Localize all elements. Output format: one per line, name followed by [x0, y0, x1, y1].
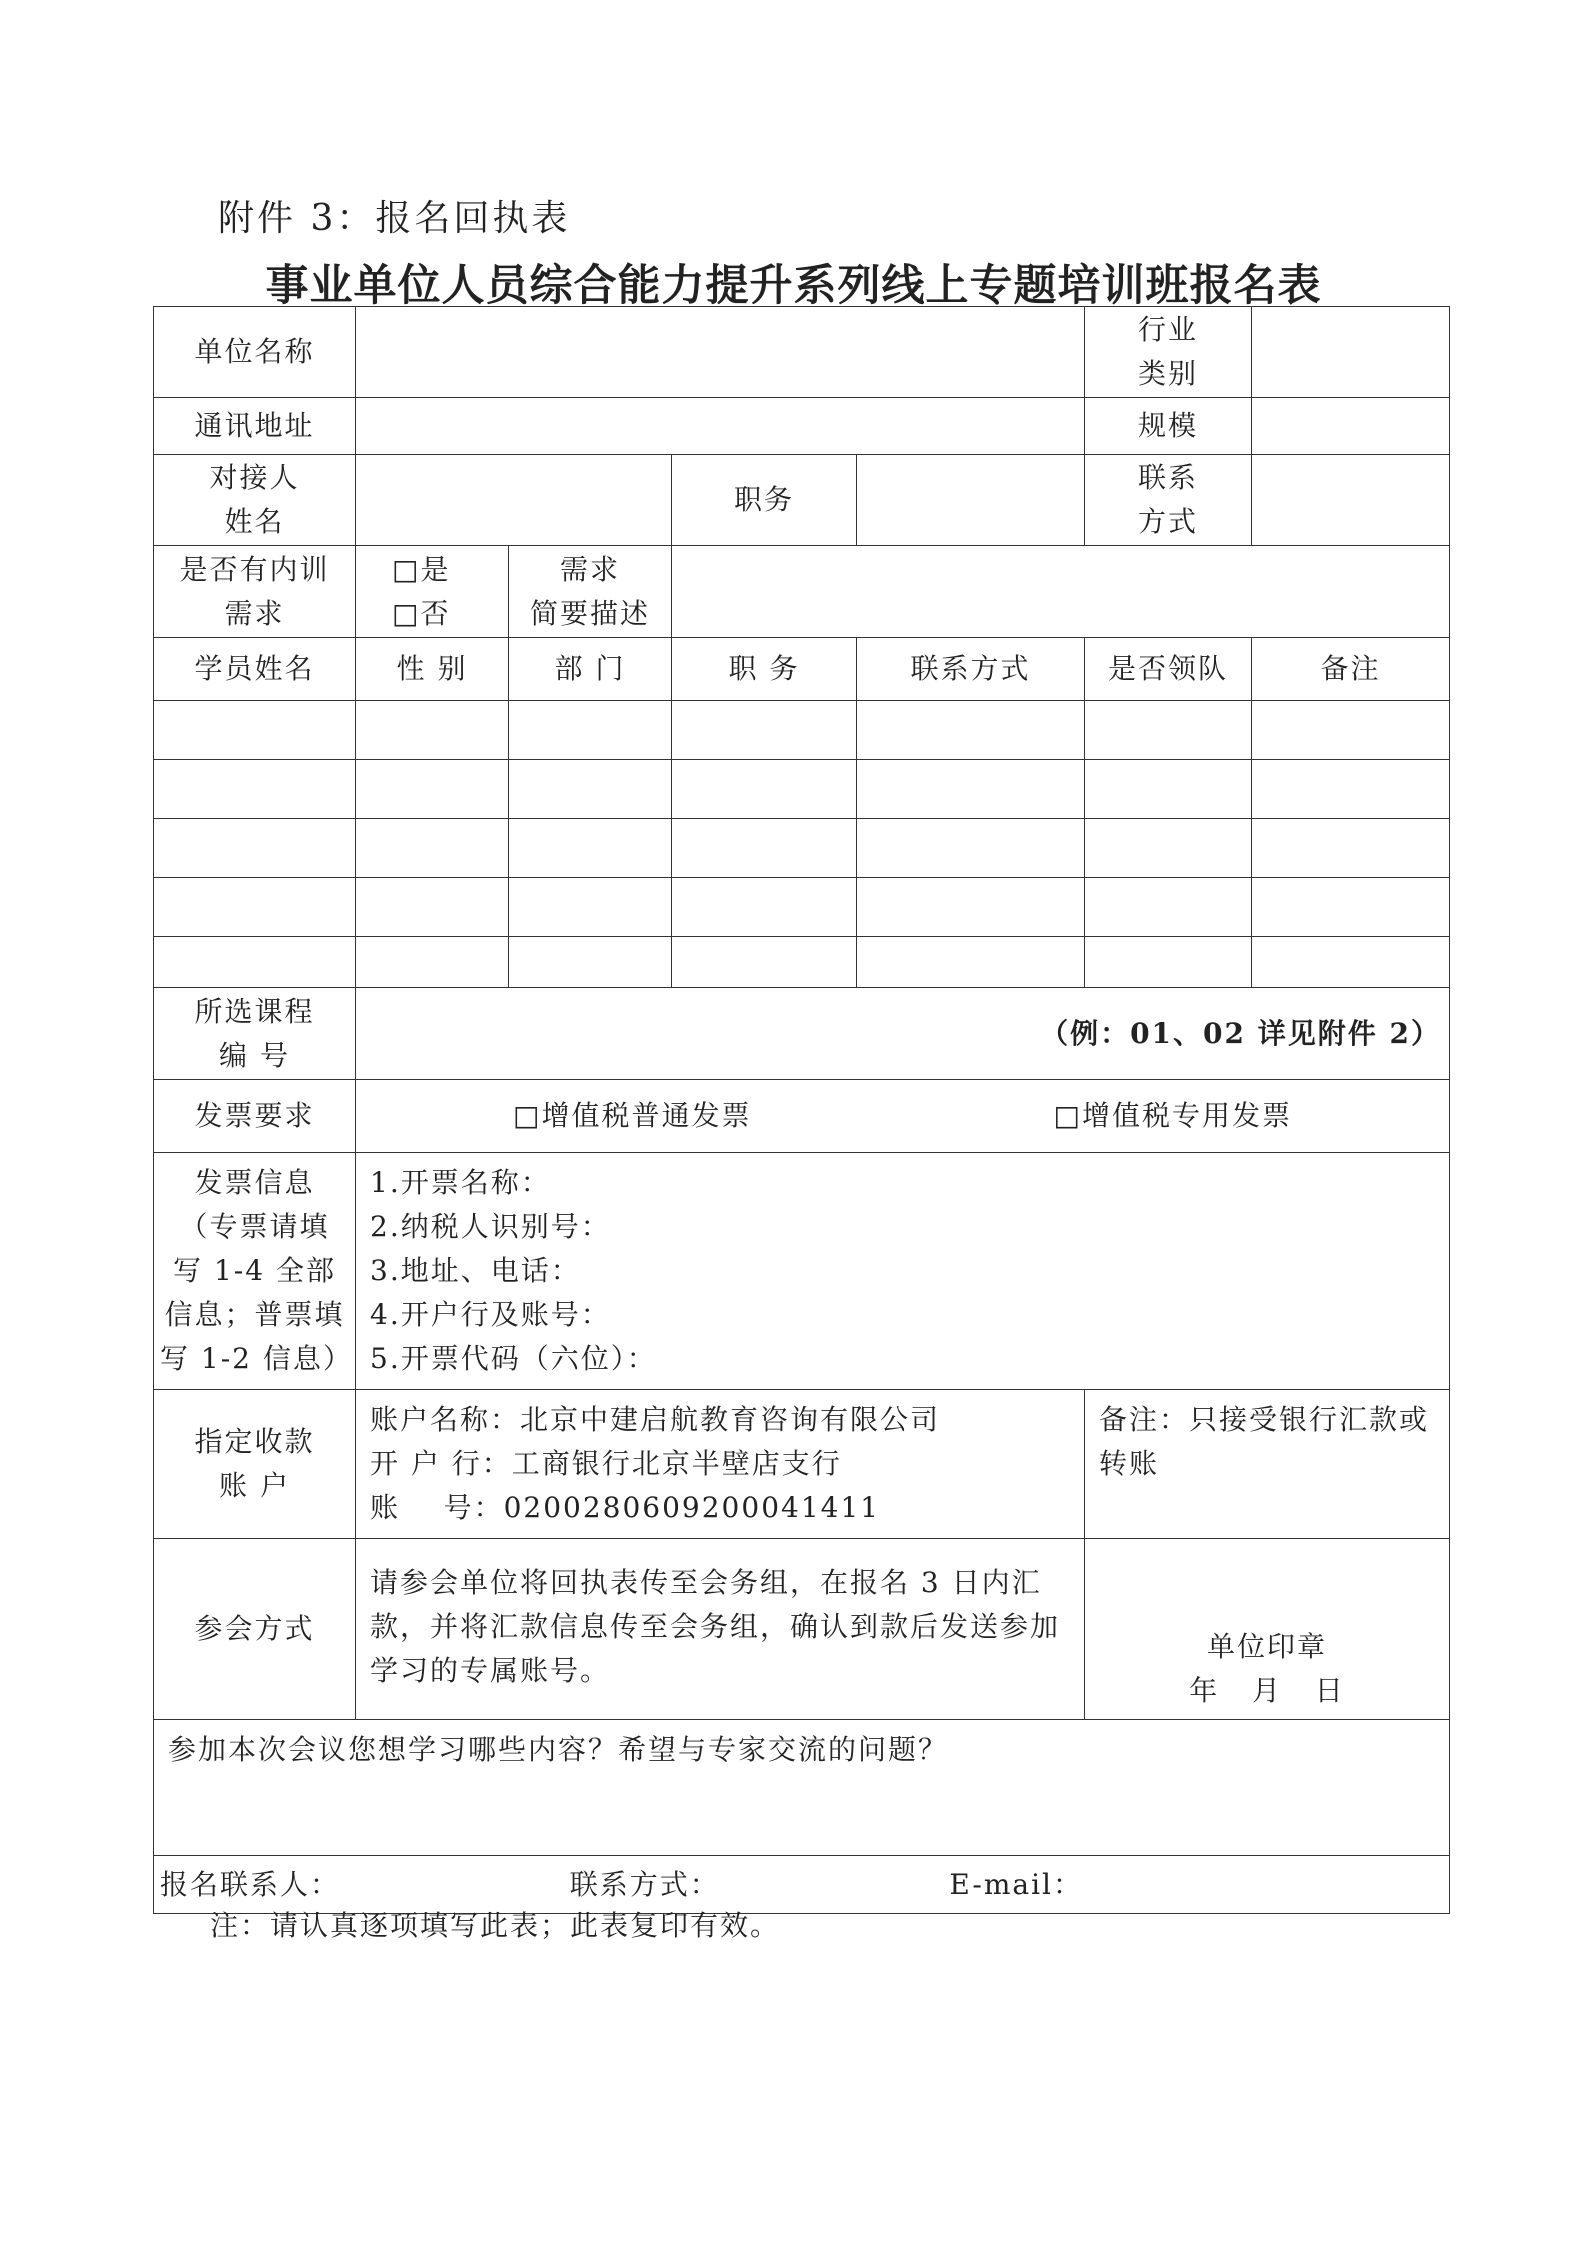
- footnote: 注：请认真逐项填写此表；此表复印有效。: [210, 1909, 781, 1942]
- attendance-row: [154, 1539, 1450, 1720]
- courses-row: [154, 988, 1450, 1080]
- participant-cell[interactable]: [509, 878, 672, 937]
- header-remarks: 备注: [1252, 638, 1450, 701]
- invoice-line: 1.开票名称：: [370, 1166, 551, 1199]
- participant-cell[interactable]: [154, 878, 356, 937]
- participant-cell[interactable]: [672, 701, 857, 760]
- participant-cell[interactable]: [154, 760, 356, 819]
- participant-row: [154, 760, 1450, 819]
- contact-row: [154, 455, 1450, 546]
- unit-name-field[interactable]: [356, 307, 1085, 398]
- industry-label: 行业 类别: [1085, 307, 1252, 398]
- invoice-options: [356, 1080, 1450, 1153]
- unit-seal-label: 单位印章: [1206, 1630, 1327, 1663]
- invoice-requirement-row: [154, 1080, 1450, 1153]
- question-field[interactable]: 参加本次会议您想学习哪些内容？希望与专家交流的问题？: [154, 1720, 1450, 1856]
- participant-row: [154, 878, 1450, 937]
- registration-form-table: [153, 306, 1450, 1914]
- address-row: [154, 398, 1450, 455]
- participant-row: [154, 701, 1450, 760]
- participant-cell[interactable]: [672, 819, 857, 878]
- participant-cell[interactable]: [356, 819, 509, 878]
- header-phone: 联系方式: [857, 638, 1085, 701]
- scale-label: 规模: [1085, 398, 1252, 455]
- participant-cell[interactable]: [672, 878, 857, 937]
- training-need-row: [154, 546, 1450, 638]
- special-invoice-checkbox[interactable]: □增值税专用发票: [1053, 1099, 1292, 1132]
- training-need-options: [356, 546, 509, 638]
- participant-cell[interactable]: [154, 701, 356, 760]
- courses-field[interactable]: [356, 988, 1450, 1080]
- footer-contact-person[interactable]: 报名联系人：: [160, 1867, 341, 1901]
- participant-cell[interactable]: [672, 937, 857, 988]
- participant-cell[interactable]: [356, 760, 509, 819]
- header-department: 部 门: [509, 638, 672, 701]
- contact-name-field[interactable]: [356, 455, 672, 546]
- header-student-name: 学员姓名: [154, 638, 356, 701]
- participant-cell[interactable]: [1252, 701, 1450, 760]
- need-description-field[interactable]: [672, 546, 1450, 638]
- participant-cell[interactable]: [1085, 878, 1252, 937]
- account-details: [356, 1390, 1085, 1539]
- participant-cell[interactable]: [1085, 760, 1252, 819]
- contact-phone-field[interactable]: [1252, 455, 1450, 546]
- contact-position-label: 职务: [672, 455, 857, 546]
- header-gender: 性 别: [356, 638, 509, 701]
- participants-header-row: [154, 638, 1450, 701]
- seal-date: 年 月 日: [1189, 1674, 1345, 1707]
- account-note: 备注：只接受银行汇款或转账: [1085, 1390, 1450, 1539]
- invoice-line: 2.纳税人识别号：: [370, 1210, 611, 1243]
- unit-name-label: 单位名称: [154, 307, 356, 398]
- invoice-line: 4.开户行及账号：: [370, 1298, 611, 1331]
- invoice-info-row: [154, 1153, 1450, 1390]
- participant-cell[interactable]: [509, 701, 672, 760]
- invoice-line: 3.地址、电话：: [370, 1254, 581, 1287]
- attendance-text: 请参会单位将回执表传至会务组，在报名 3 日内汇款，并将汇款信息传至会务组，确认到款后发送参加学习的专属账号。: [356, 1539, 1085, 1720]
- participant-cell[interactable]: [1252, 760, 1450, 819]
- footer-email[interactable]: E-mail：: [949, 1867, 1083, 1901]
- contact-position-field[interactable]: [857, 455, 1085, 546]
- participant-cell[interactable]: [1252, 937, 1450, 988]
- invoice-line: 5.开票代码（六位）：: [370, 1342, 657, 1375]
- participant-cell[interactable]: [154, 937, 356, 988]
- participant-cell[interactable]: [857, 819, 1085, 878]
- participant-cell[interactable]: [1252, 819, 1450, 878]
- address-label: 通讯地址: [154, 398, 356, 455]
- participant-cell[interactable]: [857, 937, 1085, 988]
- participant-row: [154, 819, 1450, 878]
- question-row: [154, 1720, 1450, 1856]
- participant-cell[interactable]: [509, 819, 672, 878]
- invoice-info-label: 发票信息 （专票请填 写 1-4 全部 信息；普票填 写 1-2 信息）: [154, 1153, 356, 1390]
- participant-cell[interactable]: [154, 819, 356, 878]
- footer-phone[interactable]: 联系方式：: [569, 1867, 720, 1901]
- participant-cell[interactable]: [857, 878, 1085, 937]
- invoice-info-fields[interactable]: [356, 1153, 1450, 1390]
- contact-phone-label: 联系 方式: [1085, 455, 1252, 546]
- account-name: 账户名称：北京中建启航教育咨询有限公司: [370, 1403, 941, 1436]
- participant-cell[interactable]: [857, 701, 1085, 760]
- participant-cell[interactable]: [672, 760, 857, 819]
- attachment-label: 附件 3：报名回执表: [218, 198, 571, 239]
- training-need-label: 是否有内训 需求: [154, 546, 356, 638]
- courses-hint: （例：01、02 详见附件 2）: [1040, 1016, 1441, 1050]
- contact-name-label: 对接人 姓名: [154, 455, 356, 546]
- invoice-requirement-label: 发票要求: [154, 1080, 356, 1153]
- header-team-leader: 是否领队: [1085, 638, 1252, 701]
- yes-checkbox[interactable]: □是: [392, 552, 451, 586]
- attendance-label: 参会方式: [154, 1539, 356, 1720]
- need-description-label: 需求 简要描述: [509, 546, 672, 638]
- normal-invoice-checkbox[interactable]: □增值税普通发票: [513, 1099, 752, 1132]
- account-bank: 开 户 行：工商银行北京半壁店支行: [370, 1447, 842, 1480]
- participant-cell[interactable]: [1252, 878, 1450, 937]
- participant-cell[interactable]: [356, 701, 509, 760]
- participant-cell[interactable]: [857, 760, 1085, 819]
- industry-field[interactable]: [1252, 307, 1450, 398]
- scale-field[interactable]: [1252, 398, 1450, 455]
- participant-cell[interactable]: [356, 878, 509, 937]
- seal-area: [1085, 1539, 1450, 1720]
- courses-label: 所选课程 编 号: [154, 988, 356, 1080]
- unit-name-row: [154, 307, 1450, 398]
- account-label: 指定收款 账 户: [154, 1390, 356, 1539]
- participant-cell[interactable]: [509, 760, 672, 819]
- participant-row: [154, 937, 1450, 988]
- account-row: [154, 1390, 1450, 1539]
- no-checkbox[interactable]: □否: [392, 596, 451, 630]
- header-position: 职 务: [672, 638, 857, 701]
- address-field[interactable]: [356, 398, 1085, 455]
- account-number: 账 号：0200280609200041411: [370, 1491, 881, 1524]
- participant-cell[interactable]: [509, 937, 672, 988]
- participant-cell[interactable]: [1085, 937, 1252, 988]
- participant-cell[interactable]: [1085, 819, 1252, 878]
- participant-cell[interactable]: [1085, 701, 1252, 760]
- participant-cell[interactable]: [356, 937, 509, 988]
- form-title: 事业单位人员综合能力提升系列线上专题培训班报名表: [265, 261, 1322, 311]
